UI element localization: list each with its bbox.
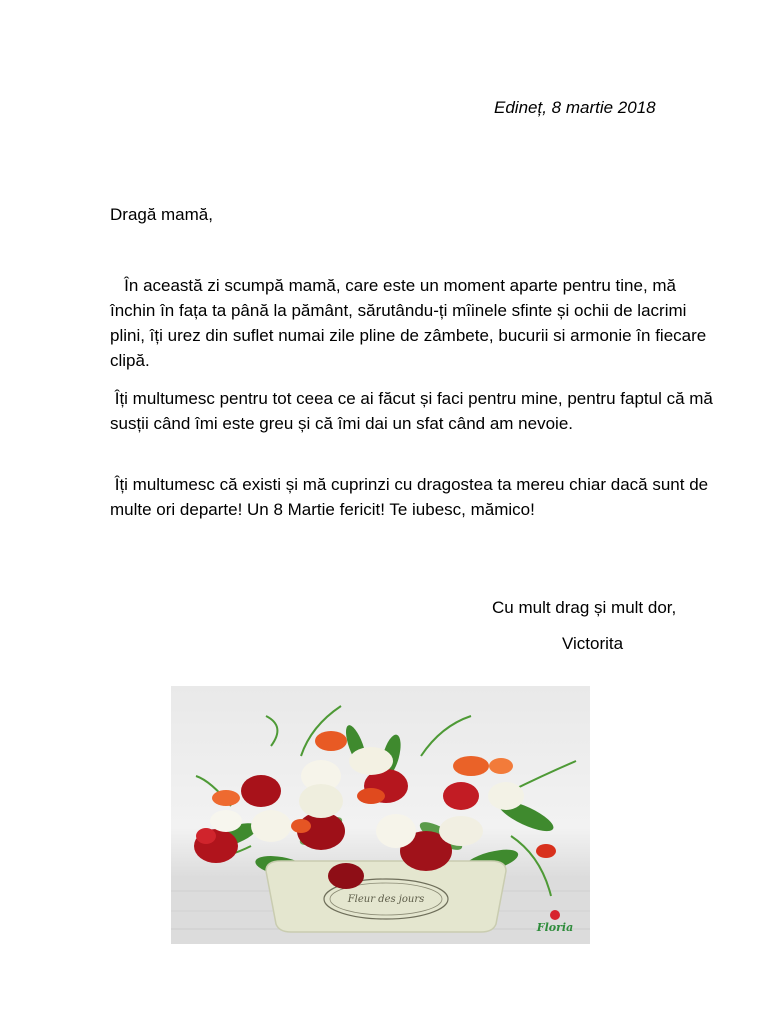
letter-paragraph-1: În această zi scumpă mamă, care este un moment aparte pentru tine, mă închin în fața ta până la pământ, sărutându-ți mîinele sfinte și ochii de lacrimi plini, îți urez din suflet numai zile pline de zâmbete, bucurii si armonie în fiecare clipă. (110, 276, 711, 370)
closing-line: Cu mult drag și mult dor, (492, 598, 677, 617)
pot-lettering: Fleur des jours (347, 894, 425, 905)
flower-basket-illustration (171, 686, 590, 944)
letter-paragraph-3: Îți multumesc că existi și mă cuprinzi cu dragostea ta mereu chiar dacă sunt de multe ori departe! Un 8 Martie fericit! Te iubesc, mămico! (110, 475, 713, 519)
floria-watermark: Floria (536, 921, 574, 934)
salutation: Dragă mamă, (110, 205, 213, 224)
flower-basket-photo (171, 686, 590, 944)
place-date: Edineț, 8 martie 2018 (494, 98, 656, 117)
letter-paragraph-2: Îți multumesc pentru tot ceea ce ai făcut și faci pentru mine, pentru faptul că mă susții când îmi este greu și că îmi dai un sfat când am nevoie. (110, 389, 718, 433)
signature: Victorita (562, 634, 624, 653)
